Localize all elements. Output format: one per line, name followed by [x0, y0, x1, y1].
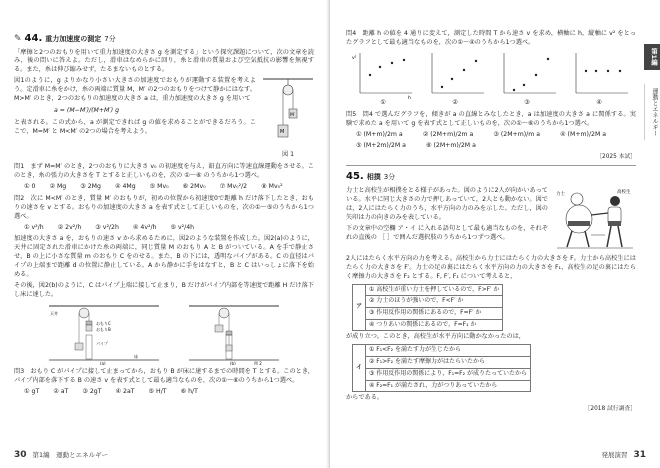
left-footer [14, 449, 108, 462]
graph-1-label: ① [380, 98, 386, 106]
q1-choice[interactable]: ⑤ Mv₀ [149, 183, 169, 191]
blank-a-option[interactable]: ④ つりあいの関係にあるので，F=F₁ か [366, 319, 503, 331]
graph-2 [424, 51, 486, 99]
weight-c-label: おもりC [96, 321, 111, 327]
question-2: 問2 次に M<M′ のとき，質量 M′ のおもりが，初めの位置から初速度0で距離 h だけ落下したとき，おもりの速さを v とする。おもりの加速度の大きさ a を表す式として正しいものを，次の①〜⑤のうちから1つ選べ。 [14, 195, 314, 221]
q2-choice[interactable]: ③ v²/2h [95, 224, 119, 232]
problem-time: 7分 [104, 35, 116, 44]
x-axis-label: h [408, 95, 411, 99]
apparatus-diagram-a [44, 303, 164, 365]
problem-45-text-2: 下の文章中の空欄 ア・イ に入れる語句として最も適当なものを，それぞれの直後の ［ ］で囲んだ選択肢のうちから1つずつ選べ。 [346, 224, 548, 241]
graph-1 [352, 51, 414, 99]
question-2-text-b: 加速度の大きさ a を，おもりの速さ v から求めるために，図2のような装置を作成した。図2(a)のように，天井に固定された滑車にかけた糸の両端に，同じ質量 M のおもり A と B がついている。A を手で静止させ，B の上に小さな質量 m のおもり C をのせる。また，B の下には，透明なパイプがある。C の直径はパイプの上端まで距離 d の位置に静止している。A から静かに手をはなすと，B と C はいっしょに落下を始める。 [14, 235, 314, 279]
problem-title: 相撲 [366, 173, 381, 182]
q2-choice[interactable]: ① v²/h [24, 224, 44, 232]
q5-choice[interactable]: ③ (2M+m)/m a [493, 130, 541, 138]
q1-choice[interactable]: ① 0 [24, 183, 36, 191]
intro-text-3: と表される。この式から，a が測定できれば g の値を求めることができるだろう。ここで，M=M′ と M<M′ の2つの場合を考えよう。 [14, 119, 256, 136]
sumo-illustration [555, 187, 635, 249]
q1-choice[interactable]: ④ 4Mg [114, 183, 136, 191]
page-number-left: 30 [14, 449, 27, 460]
sumo-figure [554, 187, 636, 253]
student-label: 高校生 [617, 189, 631, 195]
blank-i-option[interactable]: ② F₁>F₂ を満たす摩擦力がはたらいたから [366, 357, 531, 369]
question-1: 問1 まず M=M′ のとき，2つのおもりに大きさ v₀ の初速度を与え，鉛直方向に等速直線運動をさせる。このとき，糸の張力の大きさを T とすると正しいものを，次の ①〜⑥ のうちから1つ選べ。 [14, 163, 314, 180]
right-footer [601, 449, 646, 462]
graph-4 [568, 51, 630, 99]
pulley-diagram [263, 77, 313, 147]
q3-choice[interactable]: ① gT [24, 388, 40, 396]
q5-choices [356, 131, 636, 151]
source-citation-1: ［2025 本試］ [596, 153, 636, 160]
q2-choice[interactable]: ④ 4v²/h [132, 224, 157, 232]
q5-choice[interactable]: ① (M+m)/2m a [356, 130, 403, 138]
q3-choice[interactable]: ④ 2aT [115, 388, 135, 396]
q4-graphs [352, 51, 636, 108]
section-name-right: 発展演習 [601, 450, 628, 459]
svg-text:M′: M′ [290, 113, 295, 119]
apparatus-diagram-b [184, 303, 284, 365]
graph-option-2[interactable] [424, 51, 486, 108]
problem-44 [14, 32, 314, 399]
graph-3 [496, 51, 558, 99]
figure-1-label: 図 1 [281, 151, 295, 159]
q1-choice[interactable]: ③ 2Mg [80, 183, 101, 191]
weight-b-label: おもりB [96, 327, 111, 333]
right-column [346, 30, 636, 414]
graph-4-label: ④ [596, 98, 602, 106]
problem-45-text-3: 2人にはたらく水平方向の力を考える。高校生から力士にはたらく力の大きさを F。力士から高校生にはたらく力の大きさを F′。力士の足の裏にはたらく水平方向の力の大きさを F₁，高校生の足の裏にはたらく摩擦力の大きさを F₂ とする。F, F′, F₁ について考えると， [346, 254, 636, 280]
q2-choice[interactable]: ⑤ v²/4h [170, 224, 195, 232]
chapter-tab-title: 運動とエネルギー [644, 84, 660, 140]
problem-header [346, 170, 636, 185]
formula: a = (M−M′)/(M+M′) g [54, 107, 120, 115]
figure-2 [14, 303, 314, 365]
problem-45-mid: が成り立つ。このとき，高校生が水平方向に動かなかったのは， [346, 333, 525, 341]
intro-text-2: 図1のように，g よりかなり小さい大きさの加速度でおもりが運動する装置を考えよう。定滑車に糸をかけ，糸の両端に質量 M，M′ の2つのおもりをつけて静かにはなす。M>M′ のとき，2つのおもりの加速度の大きさ a は，重力加速度の大きさ g を用いて [14, 77, 256, 103]
q1-choice[interactable]: ② Mg [49, 183, 67, 191]
ceiling-label: 天井 [50, 311, 58, 317]
q1-choice[interactable]: ⑧ Mv₀² [261, 183, 283, 191]
problem-time: 3分 [383, 173, 396, 182]
section-divider [346, 165, 636, 166]
right-page [330, 0, 660, 468]
blank-i-option[interactable]: ④ F₂=F₁ が満たされ，力がつりあっていたから [366, 380, 531, 392]
graph-2-label: ② [452, 98, 458, 106]
q3-choice[interactable]: ⑤ H/T [148, 388, 167, 396]
problem-45 [346, 170, 636, 413]
section-name-left: 第1編 運動とエネルギー [32, 450, 109, 459]
q2-choice[interactable]: ② 2v²/h [57, 224, 82, 232]
blank-i-option[interactable]: ① F₁<F₂ を満たす力が生じたから [366, 345, 531, 357]
pipe-label: パイプ [96, 341, 108, 347]
problem-title: 重力加速度の測定 [45, 35, 102, 44]
question-3: 問3 おもり C がパイプに接して止まってから，おもり B が床に達するまでの時間を T とする。このとき，パイプ内部を落下する B の速さ v を表す式として最も適当なものを，次の①〜⑥のうちから1つ選べ。 [14, 368, 314, 385]
figure-2-label: 図 2 [254, 361, 262, 366]
figure-1 [262, 77, 314, 160]
question-4: 問4 距離 h の値を 4 通りに変えて，測定した時間 T から速さ v を求め，横軸に h，縦軸に v² をとったグラフとして最も適当なものを，次の①〜④のうちから1つ選べ。 [346, 30, 636, 46]
svg-text:M: M [280, 129, 285, 136]
graph-option-4[interactable] [568, 51, 630, 108]
q1-choices [24, 183, 314, 192]
q3-choice[interactable]: ⑥ h/T [180, 388, 198, 396]
question-5: 問5 問4 で選んだグラフを，傾きが a の直線とみなしたとき，a は加速度の大きさ a に関係する。実験で求めた a を用いて g を表す式として正しいものを，次の①〜⑥のうちから1つ選べ。 [346, 110, 636, 127]
q5-choice[interactable]: ② (2M+m)/2m a [422, 130, 474, 138]
q3-choice[interactable]: ② aT [53, 388, 69, 396]
problem-45-text: 力士と高校生が相撲をとる様子があった。図のように2人が向かいあっている。水平に同じ大きさの力で押しあっていて，2人とも動かない。図では，2人にはたらく力のうち，水平方向の力のみを示した。ただし，図の矢印は力の向きのみを表している。 [346, 186, 548, 221]
q1-choice[interactable]: ⑥ 2Mv₀ [182, 183, 206, 191]
q5-choice[interactable]: ⑤ (M+2m)/2M a [356, 141, 406, 149]
problem-number: 45. [346, 171, 364, 183]
sub-b-label: (b) [230, 361, 236, 366]
problem-header [14, 32, 314, 47]
rikishi-label: 力士 [556, 191, 565, 197]
floor-label: 床 [134, 354, 138, 360]
q5-choice[interactable]: ⑥ (2M+m)/2M a [425, 141, 476, 149]
question-2-text-c: その後，図2(b)のように，C はパイプ上端に接して止まり，B だけがパイプ内部を等速度で距離 H だけ落下し床に達した。 [14, 282, 314, 299]
graph-option-3[interactable] [496, 51, 558, 108]
graph-option-1[interactable] [352, 51, 414, 108]
problem-45-tail: からである。 [346, 394, 384, 402]
y-axis-label: v² [352, 55, 357, 61]
q1-choice[interactable]: ⑦ Mv₀²/2 [219, 183, 248, 191]
intro-text: 「摩擦と2つのおもりを用いて重力加速度の大きさ g を測定する」という探究課題について，次の文章を読み，後の問いに答えよ。ただし，滑車はなめらかに回り，糸と滑車の質量および空気抵抗の影響を無視する。また，糸は伸び縮みせず，たるまないものとする。 [14, 48, 314, 74]
q2-choices [24, 224, 314, 233]
q3-choice[interactable]: ③ 2gT [82, 388, 102, 396]
q3-choices [24, 388, 314, 397]
q5-choice[interactable]: ④ (M+m)/2M a [560, 130, 607, 138]
source-citation-2: ［2018 試行調査］ [584, 406, 636, 413]
graph-3-label: ③ [524, 98, 530, 106]
problem-number: 44. [24, 33, 43, 44]
pencil-icon: ✎ [14, 33, 22, 44]
page-number-right: 31 [633, 449, 646, 460]
blank-a-options: ア ① 高校生が重い力士を押しているので，F>F′ か ② 力士のほうが強いので，F<F′ か ③ 作用反作用の関係にあるので，F=F′ か ④ つりあいの関係にあるので，F=F₁ か [352, 284, 503, 332]
chapter-tab: 第1編 [644, 44, 660, 70]
blank-i-option[interactable]: ③ 作用反作用の関係により，F₁=F₂ が成りたっていたから [366, 368, 531, 380]
blank-a-option[interactable]: ② 力士のほうが強いので，F<F′ か [366, 296, 503, 308]
sub-a-label: (a) [100, 361, 106, 366]
blank-i-options: イ ① F₁<F₂ を満たす力が生じたから ② F₁>F₂ を満たす摩擦力がはたらいたから ③ 作用反作用の関係により，F₁=F₂ が成りたっていたから ④ F₂=F₁ が満たされ，力がつりあっていたから [352, 344, 531, 392]
blank-a-option[interactable]: ① 高校生が重い力士を押しているので，F>F′ か [366, 284, 503, 296]
blank-a-option[interactable]: ③ 作用反作用の関係にあるので，F=F′ か [366, 308, 503, 320]
